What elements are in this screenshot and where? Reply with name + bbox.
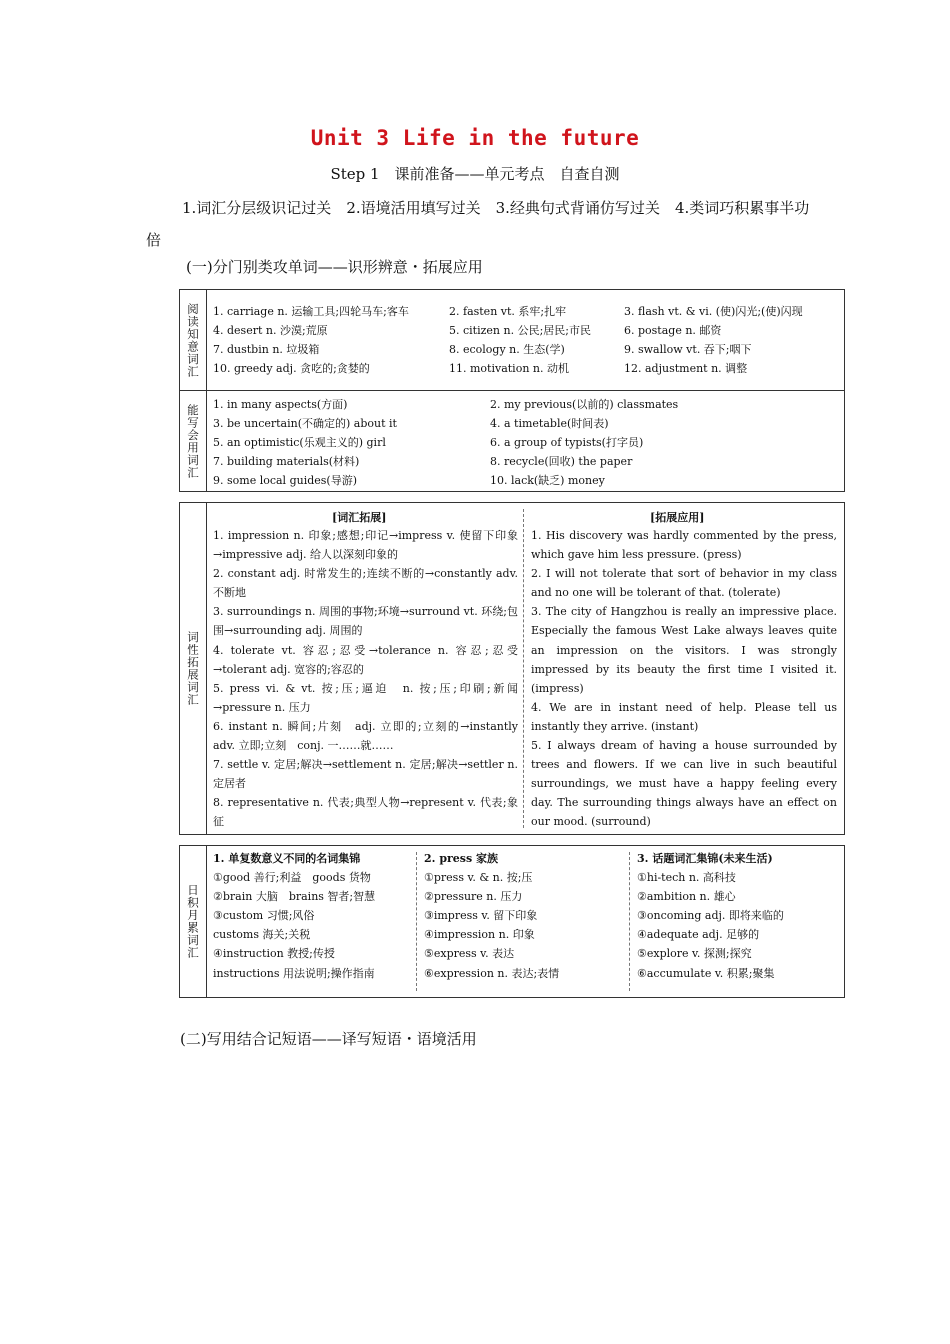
accumulation-item: ⑥accumulate v. 积累;聚集: [637, 966, 775, 980]
vocab-item: 3. flash vt. & vi. (使)闪光;(使)闪现: [624, 305, 803, 318]
application-item: 3. The city of Hangzhou is really an impressive place. Especially the famous West Lake always leaves quite an impression on the visitors. I was strongly impressed by its beauty the first time I visited it. (impress): [531, 605, 837, 695]
vocab-item: 4. desert n. 沙漠;荒原: [213, 324, 328, 337]
expansion-item: 1. impression n. 印象;感想;印记→impress v. 使留下印象→impressive adj. 给人以深刻印象的: [213, 529, 518, 562]
accumulation-item: instructions 用法说明;操作指南: [213, 966, 375, 980]
expansion-item: 2. constant adj. 时常发生的;连续不断的→constantly adv. 不断地: [213, 567, 518, 600]
vocab-item: 5. citizen n. 公民;居民;市民: [449, 324, 591, 337]
left-column-header: [词汇拓展]: [332, 511, 387, 524]
vocab-item: 10. greedy adj. 贪吃的;贪婪的: [213, 362, 370, 375]
word-expansion-list: [213, 526, 518, 832]
section-heading-2: (二)写用结合记短语——译写短语・语境活用: [180, 1030, 477, 1048]
column-title: 1. 单复数意义不同的名词集锦: [213, 852, 361, 865]
column-divider: [416, 852, 417, 991]
accumulation-item: ①press v. & n. 按;压: [424, 871, 533, 885]
accumulation-column-1: [213, 849, 413, 983]
application-item: 5. I always dream of having a house surrounded by trees and flowers. If we can live in such beautiful surroundings, we must have a happy feeling every day. The surrounding things always have an effect on our mood. (surround): [531, 739, 837, 829]
accumulation-item: ②ambition n. 雄心: [637, 890, 736, 904]
accumulation-item: ⑤explore v. 探测;探究: [637, 947, 752, 961]
column-divider: [523, 509, 524, 828]
accumulation-item: ③oncoming adj. 即将来临的: [637, 909, 784, 923]
expansion-item: 4. tolerate vt. 容忍;忍受→tolerance n. 容忍;忍受→tolerant adj. 宽容的;容忍的: [213, 643, 518, 676]
phrase-item: 7. building materials(材料): [213, 455, 360, 468]
expansion-item: 3. surroundings n. 周围的事物;环境→surround vt. 环绕;包围→surrounding adj. 周围的: [213, 605, 518, 638]
intro-text: 1.词汇分层级识记过关 2.语境活用填写过关 3.经典句式背诵仿写过关 4.类词巧积累事半功倍: [146, 199, 810, 249]
accumulation-item: ③impress v. 留下印象: [424, 909, 538, 923]
box-label: 能写会用词汇: [180, 391, 207, 491]
column-divider: [629, 852, 630, 991]
vocab-item: 6. postage n. 邮资: [624, 324, 722, 337]
accumulation-item: ②brain 大脑 brains 智者;智慧: [213, 890, 376, 904]
phrase-item: 8. recycle(回收) the paper: [490, 455, 633, 468]
accumulation-item: customs 海关;关税: [213, 928, 311, 942]
box-label: 日积月累词汇: [180, 846, 207, 997]
accumulation-item: ②pressure n. 压力: [424, 890, 523, 904]
phrase-item: 2. my previous(以前的) classmates: [490, 398, 679, 411]
phrase-item: 1. in many aspects(方面): [213, 398, 348, 411]
step-heading: Step 1 课前准备——单元考点 自查自测: [330, 165, 620, 183]
vocab-item: 8. ecology n. 生态(学): [449, 343, 565, 356]
phrase-item: 6. a group of typists(打字员): [490, 436, 644, 449]
accumulation-item: ①hi-tech n. 高科技: [637, 871, 736, 885]
application-list: [531, 526, 837, 832]
box-label: 词性拓展词汇: [180, 503, 207, 834]
column-title: 3. 话题词汇集锦(未来生活): [637, 852, 773, 865]
application-item: 2. I will not tolerate that sort of behavior in my class and no one will be tolerant of that. (tolerate): [531, 567, 837, 600]
application-item: 4. We are in instant need of help. Please tell us instantly they arrive. (instant): [531, 700, 837, 733]
vocab-item: 11. motivation n. 动机: [449, 362, 569, 375]
vocab-item: 1. carriage n. 运输工具;四轮马车;客车: [213, 305, 409, 318]
accumulation-item: ⑤express v. 表达: [424, 947, 515, 961]
application-item: 1. His discovery was hardly commented by the press, which gave him less pressure. (press): [531, 529, 837, 562]
vocab-item: 2. fasten vt. 系牢;扎牢: [449, 305, 567, 318]
accumulation-item: ③custom 习惯;风俗: [213, 909, 315, 923]
accumulation-item: ④adequate adj. 足够的: [637, 928, 760, 942]
section-heading-1: (一)分门别类攻单词——识形辨意・拓展应用: [186, 258, 483, 276]
reading-vocab-box: [179, 289, 845, 391]
phrase-item: 5. an optimistic(乐观主义的) girl: [213, 436, 386, 449]
word-family-box: [179, 502, 845, 835]
unit-title: Unit 3 Life in the future: [310, 126, 640, 150]
accumulation-item: ④impression n. 印象: [424, 928, 535, 942]
column-title: 2. press 家族: [424, 852, 499, 865]
phrase-item: 9. some local guides(导游): [213, 474, 357, 487]
phrase-item: 3. be uncertain(不确定的) about it: [213, 417, 397, 430]
expansion-item: 8. representative n. 代表;典型人物→represent v. 代表;象征: [213, 796, 518, 829]
expansion-item: 7. settle v. 定居;解决→settlement n. 定居;解决→settler n. 定居者: [213, 758, 518, 791]
vocab-item: 9. swallow vt. 吞下;咽下: [624, 343, 752, 356]
box-label: 阅读知意词汇: [180, 290, 207, 390]
phrase-item: 4. a timetable(时间表): [490, 417, 609, 430]
expansion-item: 5. press vi. & vt. 按;压;逼迫 n. 按;压;印刷;新闻→pressure n. 压力: [213, 681, 518, 714]
phrase-item: 10. lack(缺乏) money: [490, 474, 605, 487]
vocab-item: 12. adjustment n. 调整: [624, 362, 748, 375]
accumulation-column-2: [424, 849, 624, 983]
writing-vocab-box: [179, 390, 845, 492]
right-column-header: [拓展应用]: [650, 511, 705, 524]
accumulation-item: ④instruction 教授;传授: [213, 947, 335, 961]
accumulation-item: ①good 善行;利益 goods 货物: [213, 871, 371, 885]
accumulation-column-3: [637, 849, 837, 983]
accumulation-item: ⑥expression n. 表达;表情: [424, 966, 560, 980]
vocab-item: 7. dustbin n. 垃圾箱: [213, 343, 320, 356]
expansion-item: 6. instant n. 瞬间;片刻 adj. 立即的;立刻的→instantly adv. 立即;立刻 conj. 一……就……: [213, 719, 518, 753]
accumulation-vocab-box: [179, 845, 845, 998]
